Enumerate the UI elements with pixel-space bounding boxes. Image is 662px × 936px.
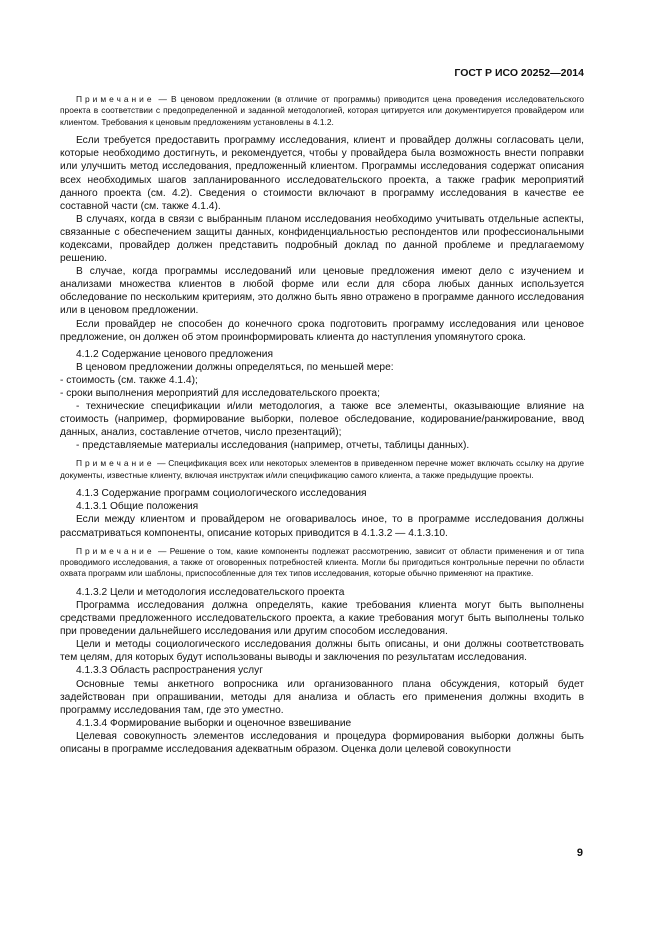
body-paragraph: Цели и методы социологического исследования должны быть описаны, и они должны соответствовать тем целям, для которых будут использованы выводы и заключения по результатам исследования.	[60, 639, 584, 664]
body-paragraph: Целевая совокупность элементов исследования и процедура формирования выборки должны быть описаны в программе исследования адекватным образом. Оценка доли целевой совокупности	[60, 730, 584, 755]
body-paragraph: В случае, когда программы исследований или ценовые предложения имеют дело с изучением и анализами множества клиентов в любой форме или если для сбора любых данных используется обследование по нескольким критериям, это должно быть явно отражено в программе данного исследования или в ценовом предложении.	[60, 266, 584, 317]
list-item: - технические спецификации и/или методология, а также все элементы, оказывающие влияние на стоимость (например, формирование выборки, полевое обследование, кодирование/ранжирование, ввод данных, анализ, составление отчетов, число презентаций);	[60, 401, 584, 439]
body-paragraph: В ценовом предложении должны определяться, по меньшей мере:	[76, 361, 394, 373]
subsection-heading: 4.1.3.4 Формирование выборки и оценочное взвешивание	[76, 717, 352, 729]
note-dash: —	[157, 545, 167, 556]
section-heading: 4.1.2 Содержание ценового предложения	[76, 348, 273, 360]
body-paragraph: Если требуется предоставить программу исследования, клиент и провайдер должны согласовать цели, которые необходимо достигнуть, и рекомендуется, чтобы у провайдера была возможность внести поправки или улучшить метод исследования, предложенный клиентом. Программы исследования содержат описания всех необходимых шагов запланированного исследовательского проекта, а также график мероприятий данного проекта (см. 4.2). Сведения о стоимости включают в программу исследования в качестве ее составной части (см. также 4.1.4).	[60, 135, 584, 212]
note-label: Примечание	[76, 458, 155, 469]
body-paragraph: Программа исследования должна определять, какие требования клиента могут быть выполнены средствами предложенного исследовательского проекта, а какие требования могут быть выполнены только при проведении дальнейшего исследования или другим способом исследования.	[60, 599, 584, 638]
list-item: - стоимость (см. также 4.1.4);	[60, 374, 198, 386]
note-dash: —	[158, 94, 167, 104]
note-paragraph	[60, 458, 584, 481]
subsection-heading: 4.1.3.1 Общие положения	[76, 501, 199, 513]
document-header: ГОСТ Р ИСО 20252—2014	[454, 67, 584, 79]
page-number: 9	[576, 847, 583, 859]
document-body	[60, 94, 584, 756]
note-paragraph	[60, 546, 584, 580]
note-dash: —	[157, 458, 166, 469]
note-label: Примечание	[76, 545, 155, 556]
note-label: Примечание	[76, 94, 155, 104]
section-heading: 4.1.3 Содержание программ социологического исследования	[76, 488, 367, 500]
note-text: Спецификация всех или некоторых элементов в приведенном перечне может включать ссылку на другие документы, известные клиенту, включая инструктаж и/или спецификацию самого клиента, а также предыдущие проекты.	[60, 458, 585, 480]
note-text: Решение о том, какие компоненты подлежат рассмотрению, зависит от области применения и от типа проводимого исследования, а также от оговоренных потребностей клиента. Могли бы пригодиться контрольные перечни по области охвата программ или шаблоны, приспособленные для тех типов исследования, которые обычно применяют на практике.	[60, 545, 585, 579]
subsection-heading: 4.1.3.3 Область распространения услуг	[76, 665, 263, 677]
list-item: - сроки выполнения мероприятий для исследовательского проекта;	[60, 388, 380, 399]
list-item: - представляемые материалы исследования (например, отчеты, таблицы данных).	[76, 440, 470, 452]
subsection-heading: 4.1.3.2 Цели и методология исследовательского проекта	[76, 586, 345, 598]
body-paragraph: В случаях, когда в связи с выбранным планом исследования необходимо учитывать отдельные аспекты, связанные с обеспечением защиты данных, конфиденциальностью респондентов или профессиональными кодексами, провайдер должен представить подробный доклад по данной проблеме и предлагаемому решению.	[60, 213, 584, 265]
body-paragraph: Основные темы анкетного вопросника или организованного плана обсуждения, который будет задействован при опрашивании, методы для анализа и область его применения должны входить в программу исследования там, где это уместно.	[60, 678, 584, 716]
body-paragraph: Если провайдер не способен до конечного срока подготовить программу исследования или ценовое предложение, он должен об этом проинформировать клиента до наступления упомянутого срока.	[60, 318, 584, 343]
note-paragraph	[60, 94, 584, 128]
body-paragraph: Если между клиентом и провайдером не оговаривалось иное, то в программе исследования должны рассматриваться компоненты, описание которых приводится в 4.1.3.2 — 4.1.3.10.	[60, 514, 584, 539]
note-text: В ценовом предложении (в отличие от программы) приводится цена проведения исследовательского проекта в соответствии с предопределенной и заданной методологией, которая цитируется или документируется провайдером или клиентом. Требования к ценовым предложениям установлены в 4.1.2.	[60, 94, 585, 127]
